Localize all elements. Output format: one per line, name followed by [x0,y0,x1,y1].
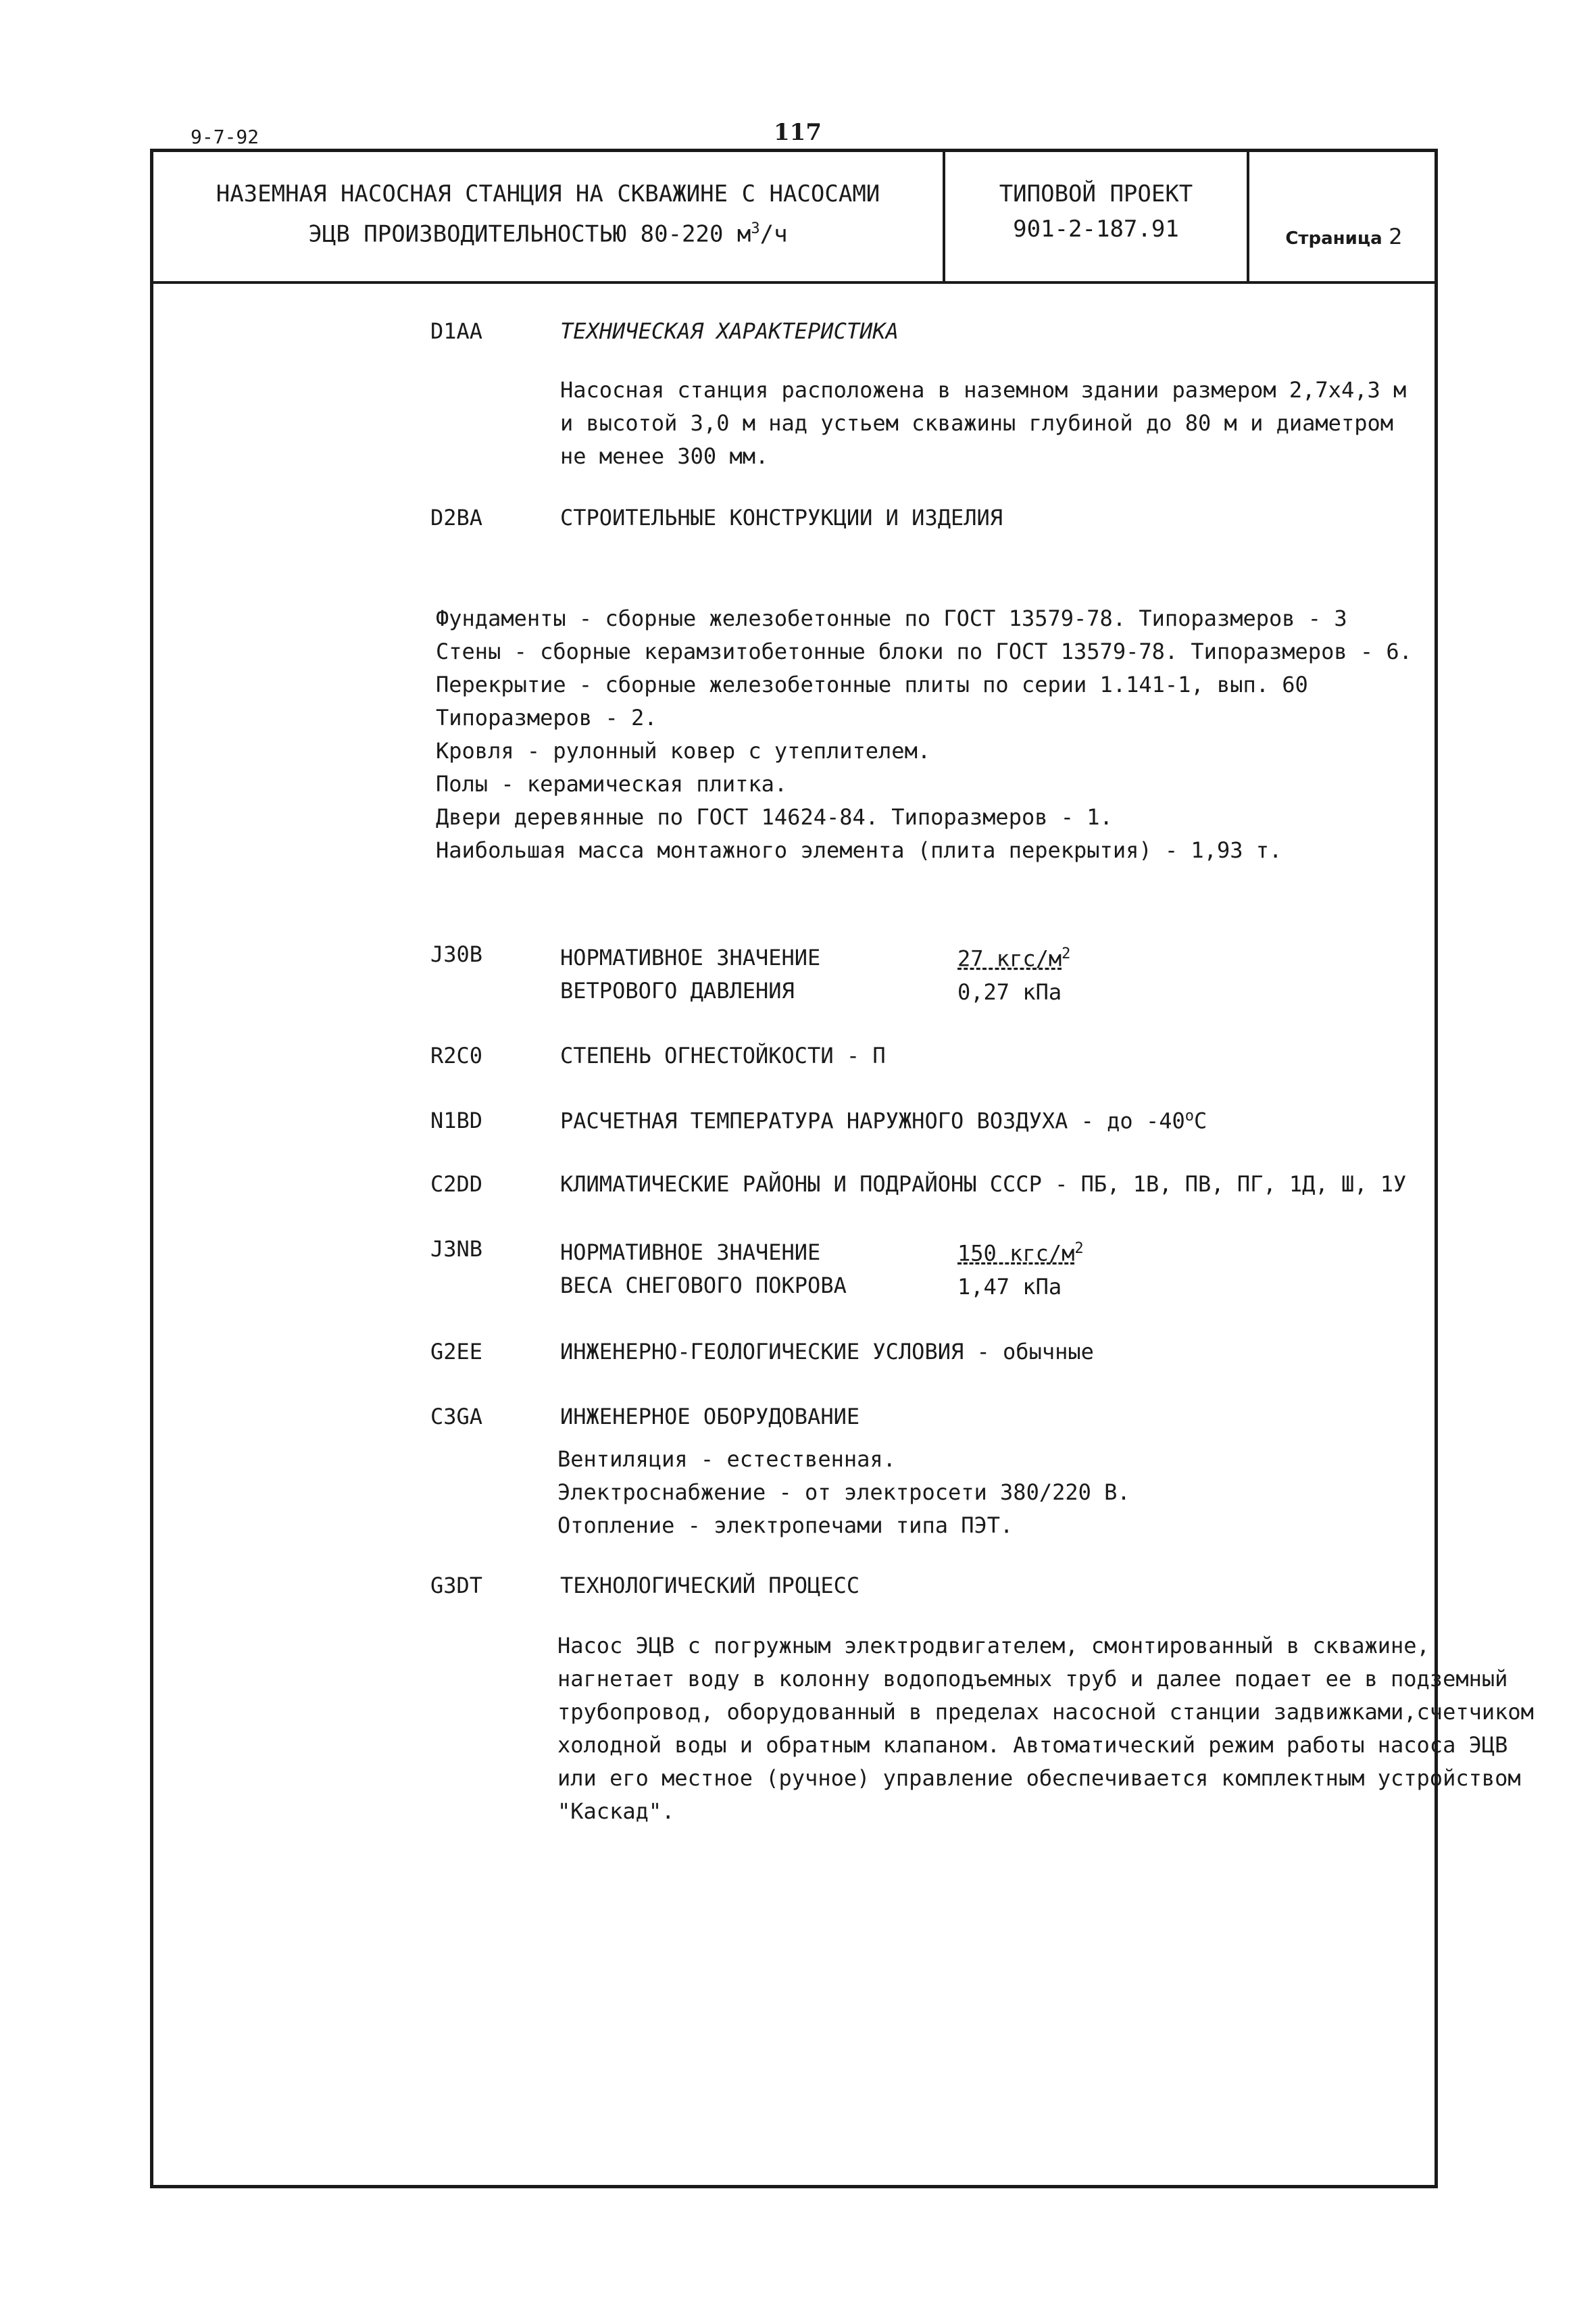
wind-value-kgs: 27 кгс/$м^2$ [957,945,1071,972]
snow-value [957,1232,1084,1304]
title-line-1: НАЗЕМНАЯ НАСОСНАЯ СТАНЦИЯ НА СКВАЖИНЕ С НАСОСАМИ [216,180,880,207]
wind-value [957,937,1070,1009]
wind-heading-line-2: ВЕТРОВОГО ДАВЛЕНИЯ [560,978,795,1004]
section-code-g3dt: G3DT [430,1573,483,1598]
section-body-construction: Фундаменты - сборные железобетонные по ГОСТ 13579-78. Типоразмеров - 3 Стены - сборные керамзитобетонные блоки по ГОСТ 13579-78. Типоразмеров - 6. Перекрытие - сборные железобетонные плиты по серии 1.141-1, вып. 60 Типоразмеров - 2. Кровля - рулонный ковер с утеплителем. Полы - керамическая плитка. Двери деревянные по ГОСТ 14624-84. Типоразмеров - 1. Наибольшая масса монтажного элемента (плита перекрытия) - 1,93 т. [436,606,1412,863]
title-block [153,152,1435,284]
project-block [945,176,1247,247]
section-code-j3nb: J3NB [430,1236,483,1262]
section-heading-tech: ТЕХНИЧЕСКАЯ ХАРАКТЕРИСТИКА [560,318,899,344]
wind-value-kpa: 0,27 кПа [957,979,1062,1005]
section-heading-wind [560,941,820,1008]
section-heading-fire: СТЕПЕНЬ ОГНЕСТОЙКОСТИ - П [560,1043,886,1068]
snow-value-kpa: 1,47 кПа [957,1273,1062,1300]
section-body-tech: Насосная станция расположена в наземном здании размером 2,7х4,3 м и высотой 3,0 м над устьем скважины глубиной до 80 м и диаметром не менее 300 мм. [560,377,1407,469]
section-body-equipment: Вентиляция - естественная. Электроснабжение - от электросети 380/220 В. Отопление - электропечами типа ПЭТ. [557,1446,1130,1538]
title-line-2: ЭЦВ ПРОИЗВОДИТЕЛЬНОСТЬЮ 80-220 $м^3/ч$ [308,220,788,248]
section-code-c3ga: C3GA [430,1404,483,1429]
snow-heading-line-2: ВЕСА СНЕГОВОГО ПОКРОВА [560,1273,847,1298]
title-divider-2 [1247,152,1249,281]
project-number: 901-2-187.91 [1013,216,1179,243]
snow-value-kgs: 150 кгс/$м^2$ [957,1240,1084,1266]
section-code-g2ee: G2EE [430,1339,483,1364]
sheet-label: Страница [1285,228,1382,249]
section-heading-process: ТЕХНОЛОГИЧЕСКИЙ ПРОЦЕСС [560,1573,860,1598]
project-label: ТИПОВОЙ ПРОЕКТ [999,180,1193,207]
section-code-c2dd: C2DD [430,1171,483,1197]
sheet-block [1249,224,1439,249]
section-heading-construction: СТРОИТЕЛЬНЫЕ КОНСТРУКЦИИ И ИЗДЕЛИЯ [560,505,1003,531]
doc-code: 9-7-92 [191,126,259,148]
section-body-process: Насос ЭЦВ с погружным электродвигателем, смонтированный в скважине, нагнетает воду в колонну водоподъемных труб и далее подает ее в подземный трубопровод, оборудованный в пределах насосной станции задвижками,счетчиком холодной воды и обратным клапаном. Автоматический режим работы насоса ЭЦВ или его местное (ручное) управление обеспечивается комплектным устройством "Каскад". [557,1633,1534,1824]
section-heading-snow [560,1236,847,1302]
section-code-r2c0: R2C0 [430,1043,483,1068]
snow-heading-line-1: НОРМАТИВНОЕ ЗНАЧЕНИЕ [560,1239,821,1265]
section-heading-equipment: ИНЖЕНЕРНОЕ ОБОРУДОВАНИЕ [560,1404,860,1429]
section-code-d2ba: D2BA [430,505,483,531]
page-frame [150,149,1534,2188]
page-number: 117 [774,119,822,146]
section-code-n1bd: N1BD [430,1108,483,1133]
wind-heading-line-1: НОРМАТИВНОЕ ЗНАЧЕНИЕ [560,945,821,970]
section-heading-temperature: РАСЧЕТНАЯ ТЕМПЕРАТУРА НАРУЖНОГО ВОЗДУХА - до $-40^оС$ [560,1108,1207,1134]
section-heading-geology: ИНЖЕНЕРНО-ГЕОЛОГИЧЕСКИЕ УСЛОВИЯ - обычные [560,1339,1094,1364]
sheet-value: 2 [1389,224,1403,249]
document-title [153,176,943,251]
section-heading-climate: КЛИМАТИЧЕСКИЕ РАЙОНЫ И ПОДРАЙОНЫ СССР - ПБ, 1В, ПВ, ПГ, 1Д, Ш, 1У [560,1171,1407,1197]
section-code-j30b: J30B [430,941,483,967]
section-code-d1aa: D1AA [430,318,483,344]
